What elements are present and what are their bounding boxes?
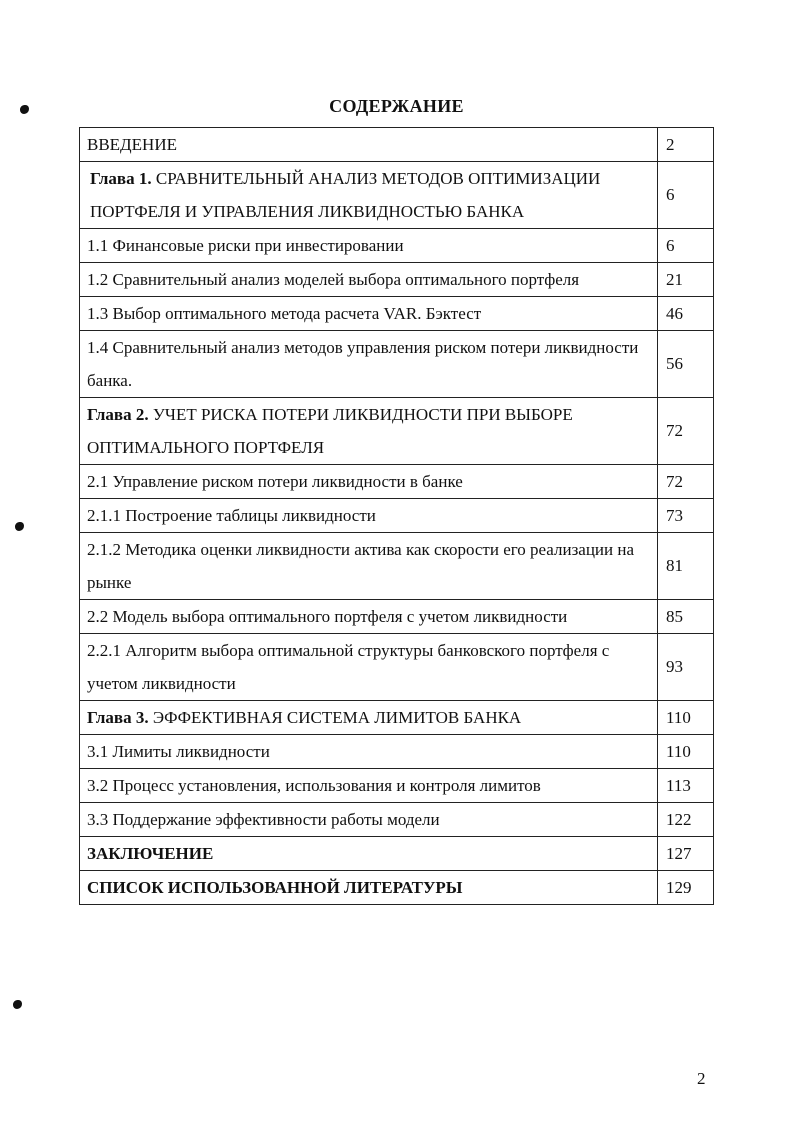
toc-row: [80, 533, 714, 600]
toc-row: [80, 803, 714, 837]
toc-entry-page: 127: [658, 837, 714, 871]
toc-row: [80, 499, 714, 533]
chapter-prefix: Глава 2.: [87, 405, 149, 424]
scan-blot: [13, 1000, 22, 1009]
toc-entry-page: 73: [658, 499, 714, 533]
toc-entry-page: 21: [658, 263, 714, 297]
toc-entry-label: [80, 398, 658, 465]
toc-entry-page: 56: [658, 331, 714, 398]
toc-row: [80, 398, 714, 465]
toc-entry-label: 3.2 Процесс установления, использования и контроля лимитов: [80, 769, 658, 803]
toc-entry-label: [80, 701, 658, 735]
toc-entry-label: 2.2.1 Алгоритм выбора оптимальной структуры банковского портфеля с учетом ликвидности: [80, 634, 658, 701]
toc-entry-label: СПИСОК ИСПОЛЬЗОВАННОЙ ЛИТЕРАТУРЫ: [80, 871, 658, 905]
toc-entry-label: ВВЕДЕНИЕ: [80, 128, 658, 162]
toc-entry-label: 1.3 Выбор оптимального метода расчета VAR. Бэктест: [80, 297, 658, 331]
toc-entry-page: 110: [658, 701, 714, 735]
toc-entry-page: 113: [658, 769, 714, 803]
toc-row: [80, 769, 714, 803]
chapter-title: СРАВНИТЕЛЬНЫЙ АНАЛИЗ МЕТОДОВ ОПТИМИЗАЦИИ ПОРТФЕЛЯ И УПРАВЛЕНИЯ ЛИКВИДНОСТЬЮ БАНКА: [90, 169, 601, 221]
toc-row: [80, 263, 714, 297]
chapter-title: ЭФФЕКТИВНАЯ СИСТЕМА ЛИМИТОВ БАНКА: [152, 708, 522, 727]
toc-entry-page: 110: [658, 735, 714, 769]
toc-row: [80, 128, 714, 162]
toc-row: [80, 871, 714, 905]
chapter-title: УЧЕТ РИСКА ПОТЕРИ ЛИКВИДНОСТИ ПРИ ВЫБОРЕ ОПТИМАЛЬНОГО ПОРТФЕЛЯ: [87, 405, 573, 457]
toc-entry-page: 129: [658, 871, 714, 905]
toc-entry-page: 46: [658, 297, 714, 331]
chapter-prefix: Глава 3.: [87, 708, 149, 727]
toc-entry-page: 85: [658, 600, 714, 634]
page-number: 2: [697, 1069, 706, 1088]
toc-row: [80, 162, 714, 229]
chapter-prefix: Глава 1.: [90, 169, 152, 188]
toc-row: [80, 701, 714, 735]
toc-row: [80, 331, 714, 398]
toc-entry-label: 2.2 Модель выбора оптимального портфеля с учетом ликвидности: [80, 600, 658, 634]
toc-entry-label: 1.1 Финансовые риски при инвестировании: [80, 229, 658, 263]
toc-entry-label: 1.2 Сравнительный анализ моделей выбора оптимального портфеля: [80, 263, 658, 297]
toc-entry-label: 3.1 Лимиты ликвидности: [80, 735, 658, 769]
toc-row: [80, 600, 714, 634]
toc-entry-page: 6: [658, 162, 714, 229]
toc-entry-page: 122: [658, 803, 714, 837]
toc-row: [80, 837, 714, 871]
toc-entry-label: 2.1 Управление риском потери ликвидности в банке: [80, 465, 658, 499]
toc-entry-page: 93: [658, 634, 714, 701]
toc-entry-page: 81: [658, 533, 714, 600]
toc-entry-label: 2.1.2 Методика оценки ликвидности актива как скорости его реализации на рынке: [80, 533, 658, 600]
table-of-contents: [79, 127, 714, 905]
toc-row: [80, 229, 714, 263]
toc-entry-page: 72: [658, 465, 714, 499]
scan-blot: [15, 522, 24, 531]
toc-entry-page: 72: [658, 398, 714, 465]
toc-row: [80, 465, 714, 499]
toc-entry-page: 6: [658, 229, 714, 263]
toc-entry-label: 1.4 Сравнительный анализ методов управления риском потери ликвидности банка.: [80, 331, 658, 398]
toc-entry-label: [80, 162, 658, 229]
toc-row: [80, 297, 714, 331]
page-title: СОДЕРЖАНИЕ: [329, 96, 464, 116]
toc-entry-label: 3.3 Поддержание эффективности работы модели: [80, 803, 658, 837]
toc-row: [80, 634, 714, 701]
toc-entry-page: 2: [658, 128, 714, 162]
toc-entry-label: ЗАКЛЮЧЕНИЕ: [80, 837, 658, 871]
toc-entry-label: 2.1.1 Построение таблицы ликвидности: [80, 499, 658, 533]
toc-row: [80, 735, 714, 769]
